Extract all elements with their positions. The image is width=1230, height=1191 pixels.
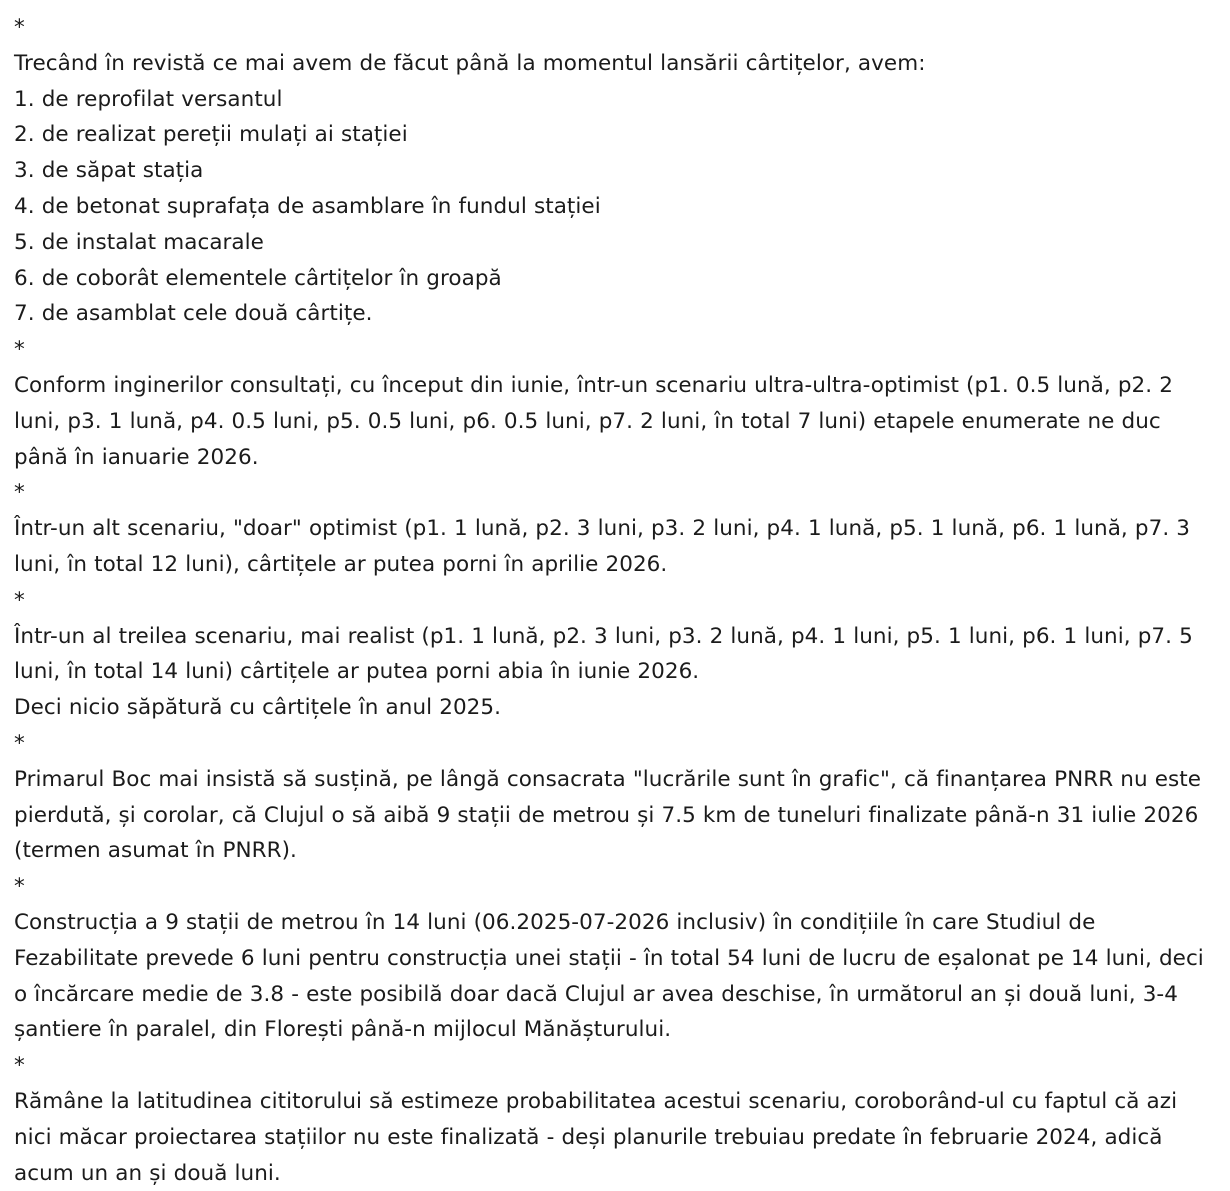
paragraph-separator: * xyxy=(14,1053,25,1079)
paragraph-separator: * xyxy=(14,15,25,40)
paragraph: 1. de reprofilat versantul xyxy=(14,86,283,112)
paragraph: Într-un alt scenariu, "doar" optimist (p1. 1 lună, p2. 3 luni, p3. 2 luni, p4. 1 lună, p5. 1 lună, p6. 1 lună, p7. 3 luni, în total 12 luni), cârtițele ar putea porni în aprilie 2026. xyxy=(14,516,1191,577)
paragraph: Trecând în revistă ce mai avem de făcut până la momentul lansării cârtițelor, avem: xyxy=(14,50,926,76)
paragraph: Conform inginerilor consultați, cu început din iunie, într-un scenariu ultra-ultra-optimist (p1. 0.5 lună, p2. 2 luni, p3. 1 lună, p4. 0.5 luni, p5. 0.5 luni, p6. 0.5 luni, p7. 2 luni, în total 7 luni) etapele enumerate ne duc până în ianuarie 2026. xyxy=(14,372,1173,470)
paragraph: Primarul Boc mai insistă să susțină, pe lângă consacrata "lucrările sunt în grafic", că finanțarea PNRR nu este pierdută, și corolar, că Clujul o să aibă 9 stații de metrou și 7.5 km de tuneluri finalizate până-n 31 iulie 2026 (termen asumat în PNRR). xyxy=(14,766,1201,864)
paragraph: 3. de săpat stația xyxy=(14,158,204,184)
paragraph-separator: * xyxy=(14,874,25,900)
paragraph: Deci nicio săpătură cu cârtițele în anul 2025. xyxy=(14,695,502,721)
paragraph: Într-un al treilea scenariu, mai realist (p1. 1 lună, p2. 3 luni, p3. 2 lună, p4. 1 luni, p5. 1 luni, p6. 1 luni, p7. 5 luni, în total 14 luni) cârtițele ar putea porni abia în iunie 2026. xyxy=(14,623,1193,685)
paragraph: 2. de realizat pereții mulați ai stației xyxy=(14,122,408,148)
paragraph: 5. de instalat macarale xyxy=(14,229,264,255)
paragraph-separator: * xyxy=(14,587,25,613)
paragraph-separator: * xyxy=(14,337,25,363)
paragraph: 4. de betonat suprafața de asamblare în fundul stației xyxy=(14,193,601,219)
paragraph-separator: * xyxy=(14,480,25,506)
paragraph-separator: * xyxy=(14,730,25,756)
paragraph: 6. de coborât elementele cârtițelor în groapă xyxy=(14,265,502,291)
paragraph: Construcția a 9 stații de metrou în 14 luni (06.2025-07-2026 inclusiv) în condițiile în care Studiul de Fezabilitate prevede 6 luni pentru construcția unei stații - în total 54 luni de lucru de eșalonat pe 14 luni, deci o încărcare medie de 3.8 - este posibilă doar dacă Clujul ar avea deschise, în următorul an și două luni, 3-4 șantiere în paralel, din Florești până-n mijlocul Mănășturului. xyxy=(14,909,1204,1043)
paragraph: Rămâne la latitudinea cititorului să estimeze probabilitatea acestui scenariu, coroborând-ul cu faptul că azi nici măcar proiectarea stațiilor nu este finalizată - deși planurile trebuiau predate în februarie 2024, adică acum un an și două luni. xyxy=(14,1088,1178,1186)
paragraph: 7. de asamblat cele două cârtițe. xyxy=(14,301,373,327)
